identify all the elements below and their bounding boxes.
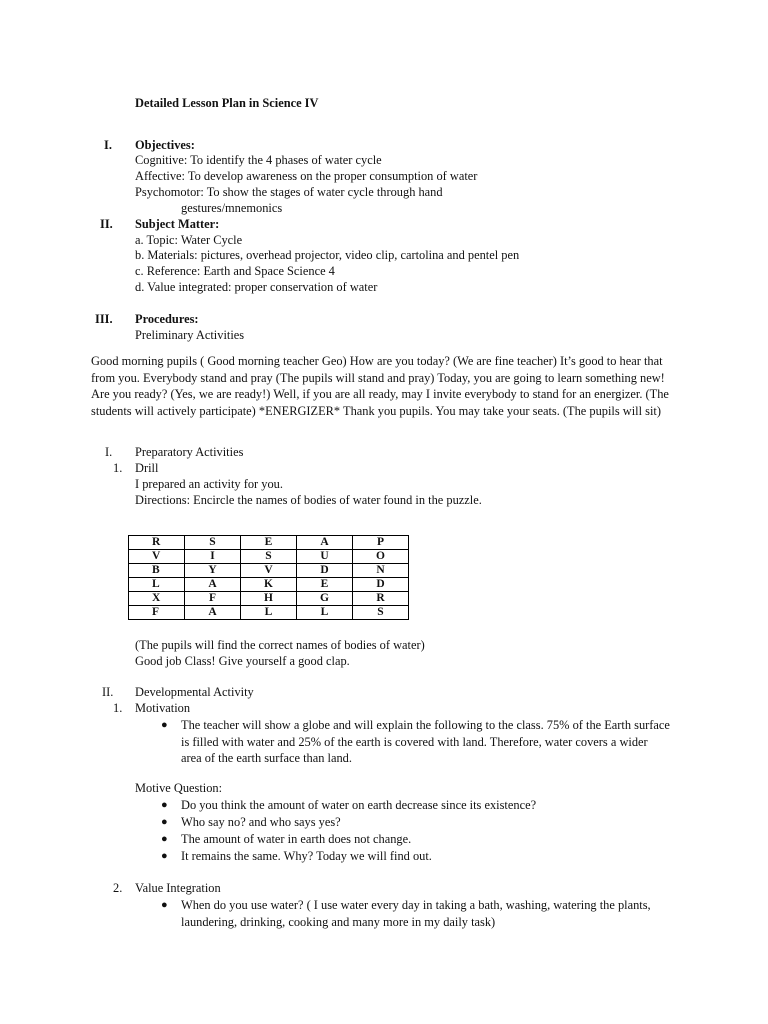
subject-materials: b. Materials: pictures, overhead projector, video clip, cartolina and pentel pen <box>135 248 520 262</box>
bullet-icon: ● <box>161 816 168 828</box>
puzzle-cell: S <box>353 606 409 620</box>
motive-question-label: Motive Question: <box>135 781 223 795</box>
intro-paragraph: Good morning pupils ( Good morning teacher Geo) How are you today? (We are fine teacher) It’s good to hear that from you. Everybody stand and pray (The pupils will stand and pray) Today, you are going to learn something new! Are you ready? (Yes, we are ready!) Well, if you are all ready, may I invite everybody to stand for an energizer. (The students will actively participate) *ENERGIZER* Thank you pupils. You may take your seats. (The pupils will sit) <box>91 354 669 418</box>
motivation-label: Motivation <box>135 701 191 715</box>
preliminary-activities: Preliminary Activities <box>135 328 245 342</box>
table-row <box>129 606 409 620</box>
puzzle-cell: A <box>185 578 241 592</box>
puzzle-cell: R <box>129 536 185 550</box>
puzzle-cell: L <box>129 578 185 592</box>
list-item: The amount of water in earth does not change. <box>181 832 412 846</box>
puzzle-cell: A <box>297 536 353 550</box>
puzzle-cell: V <box>241 564 297 578</box>
puzzle-cell: N <box>353 564 409 578</box>
bullet-icon: ● <box>161 799 168 811</box>
puzzle-cell: D <box>297 564 353 578</box>
drill-line: I prepared an activity for you. <box>135 477 283 491</box>
bullet-icon: ● <box>161 833 168 845</box>
procedures-heading: Procedures: <box>135 312 199 326</box>
motivation-text: The teacher will show a globe and will explain the following to the class. 75% of the Earth surface is filled with water and 25% of the earth is covered with land. Therefore, water covers a wider area of the earth surface than land. <box>181 718 670 765</box>
drill-label: Drill <box>135 461 159 475</box>
puzzle-cell: I <box>185 550 241 564</box>
list-number: I. <box>105 445 113 459</box>
table-row <box>129 578 409 592</box>
subject-reference: c. Reference: Earth and Space Science 4 <box>135 264 335 278</box>
table-row <box>129 564 409 578</box>
objective-psychomotor-cont: gestures/mnemonics <box>181 201 283 215</box>
puzzle-cell: G <box>297 592 353 606</box>
bullet-icon: ● <box>161 899 168 911</box>
table-row <box>129 550 409 564</box>
subject-matter-heading: Subject Matter: <box>135 217 220 231</box>
value-integration-text: When do you use water? ( I use water every day in taking a bath, washing, watering the plants, laundering, drinking, cooking and many more in my daily task) <box>181 898 651 929</box>
list-item: Who say no? and who says yes? <box>181 815 341 829</box>
puzzle-cell: Y <box>185 564 241 578</box>
list-number: 1. <box>113 461 123 475</box>
word-puzzle-table <box>128 535 409 620</box>
page-title: Detailed Lesson Plan in Science IV <box>135 96 319 110</box>
list-item: It remains the same. Why? Today we will find out. <box>181 849 432 863</box>
subject-topic: a. Topic: Water Cycle <box>135 233 243 247</box>
list-number: 1. <box>113 701 123 715</box>
puzzle-cell: L <box>241 606 297 620</box>
bullet-icon: ● <box>161 850 168 862</box>
table-row <box>129 536 409 550</box>
puzzle-cell: S <box>241 550 297 564</box>
puzzle-cell: D <box>353 578 409 592</box>
list-number: II. <box>102 685 114 699</box>
puzzle-cell: L <box>297 606 353 620</box>
developmental-label: Developmental Activity <box>135 685 254 699</box>
puzzle-cell: K <box>241 578 297 592</box>
table-row <box>129 592 409 606</box>
puzzle-cell: E <box>241 536 297 550</box>
value-integration-label: Value Integration <box>135 881 221 895</box>
puzzle-cell: P <box>353 536 409 550</box>
bullet-icon: ● <box>161 719 168 731</box>
puzzle-cell: F <box>129 606 185 620</box>
puzzle-cell: H <box>241 592 297 606</box>
puzzle-cell: V <box>129 550 185 564</box>
objective-affective: Affective: To develop awareness on the proper consumption of water <box>135 169 478 183</box>
list-item: Do you think the amount of water on earth decrease since its existence? <box>181 798 537 812</box>
section-number: II. <box>100 217 113 231</box>
puzzle-cell: A <box>185 606 241 620</box>
puzzle-cell: S <box>185 536 241 550</box>
puzzle-cell: U <box>297 550 353 564</box>
list-number: 2. <box>113 881 123 895</box>
puzzle-cell: F <box>185 592 241 606</box>
puzzle-cell: E <box>297 578 353 592</box>
objective-cognitive: Cognitive: To identify the 4 phases of water cycle <box>135 153 382 167</box>
puzzle-praise: Good job Class! Give yourself a good clap. <box>135 654 350 668</box>
puzzle-cell: X <box>129 592 185 606</box>
section-number: III. <box>95 312 113 326</box>
section-number: I. <box>104 138 112 152</box>
puzzle-note: (The pupils will find the correct names of bodies of water) <box>135 638 425 652</box>
objective-psychomotor: Psychomotor: To show the stages of water cycle through hand <box>135 185 443 199</box>
preparatory-label: Preparatory Activities <box>135 445 244 459</box>
puzzle-cell: B <box>129 564 185 578</box>
subject-value: d. Value integrated: proper conservation of water <box>135 280 378 294</box>
puzzle-cell: R <box>353 592 409 606</box>
drill-directions: Directions: Encircle the names of bodies of water found in the puzzle. <box>135 493 482 507</box>
puzzle-cell: O <box>353 550 409 564</box>
objectives-heading: Objectives: <box>135 138 195 152</box>
